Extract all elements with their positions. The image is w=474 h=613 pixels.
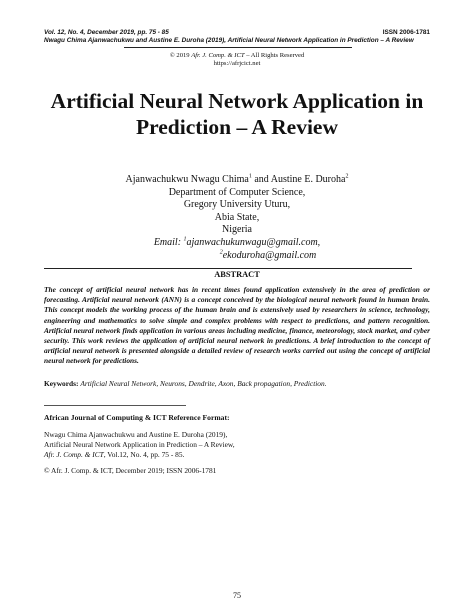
issn: ISSN 2006-1781	[382, 29, 430, 36]
header-rule	[124, 47, 352, 48]
copyright-journal: Afr. J. Comp. & ICT	[191, 52, 245, 59]
reference-line-1: Nwagu Chima Ajanwachukwu and Austine E. Duroha (2019),	[44, 430, 228, 439]
copyright-prefix: © 2019	[169, 52, 192, 59]
reference-format-heading: African Journal of Computing & ICT Reference Format:	[44, 413, 230, 422]
email-label: Email:	[153, 236, 184, 248]
abstract-heading: ABSTRACT	[214, 270, 260, 279]
email-2-sup: 2	[219, 249, 223, 256]
running-authors-title: Nwagu Chima Ajanwachukwu and Austine E. Duroha (2019), Artificial Neural Network Application in Prediction – A Review	[44, 37, 414, 44]
copyright-notice	[0, 52, 474, 68]
reference-format-body	[44, 430, 235, 459]
author-names	[0, 174, 474, 187]
title-line-2: Prediction – A Review	[135, 115, 339, 139]
author-2: Austine E. Duroha	[270, 174, 346, 185]
author-block	[0, 174, 474, 262]
reference-volume: , Vol.12, No. 4, pp. 75 - 85.	[103, 449, 185, 459]
affiliation-line: Gregory University Uturu,	[183, 199, 291, 211]
affiliation-line: Nigeria	[222, 224, 252, 236]
email-line-1	[0, 237, 474, 250]
keywords-label: Keywords:	[44, 379, 79, 388]
copyright-suffix: – All Rights Reserved	[244, 52, 305, 59]
paper-title	[40, 88, 434, 140]
affiliation-line: Abia State,	[214, 211, 260, 223]
page-number: 75	[233, 591, 241, 600]
author-and: and	[251, 174, 271, 185]
reference-line-2: Artificial Neural Network Application in Prediction – A Review,	[44, 439, 235, 449]
keywords-text: Artificial Neural Network, Neurons, Dendrite, Axon, Back propagation, Prediction.	[80, 379, 327, 388]
abstract-rule	[44, 268, 412, 269]
reference-line-3	[44, 450, 235, 460]
running-header	[44, 29, 430, 45]
journal-citation: Vol. 12, No. 4, December 2019, pp. 75 - 85	[44, 29, 169, 36]
journal-url[interactable]: https://afrjcict.net	[213, 60, 261, 67]
keywords	[44, 379, 430, 389]
email-1-sup: 1	[183, 236, 187, 243]
author-2-sup: 2	[345, 173, 349, 180]
author-1-sup: 1	[248, 173, 252, 180]
reference-rule	[44, 405, 186, 406]
abstract-text: The concept of artificial neural network has in recent times found application extensively in the area of prediction or forecasting. Artificial neural network (ANN) is a concept conceived by the biological neural network found in human brain. This concept models the working process of the human brain and is extensively used by researchers in science, technology, engineering and mathematics to solve simple and complex problems with respect to predictions, and pattern recognition. Artificial neural network finds application in various areas including medicine, finance, meteorology, stock market, and cyber security. This work reviews the application of artificial neural network in predictions. A brief introduction to the concept of artificial neural network is presented alongside a detailed review of research works carried out using the concept of artificial neural network for predictions.	[44, 285, 430, 366]
email-line-2	[0, 250, 474, 263]
reference-copyright: © Afr. J. Comp. & ICT, December 2019; ISSN 2006-1781	[44, 466, 217, 475]
affiliation-line: Department of Computer Science,	[168, 186, 306, 198]
title-line-1: Artificial Neural Network Application in	[50, 89, 424, 113]
email-1[interactable]: ajanwachukunwagu@gmail.com,	[186, 236, 321, 248]
email-2[interactable]: ekoduroha@gmail.com	[222, 249, 317, 261]
reference-journal: Afr. J. Comp. & ICT	[44, 449, 104, 459]
author-1: Ajanwachukwu Nwagu Chima	[125, 174, 249, 185]
